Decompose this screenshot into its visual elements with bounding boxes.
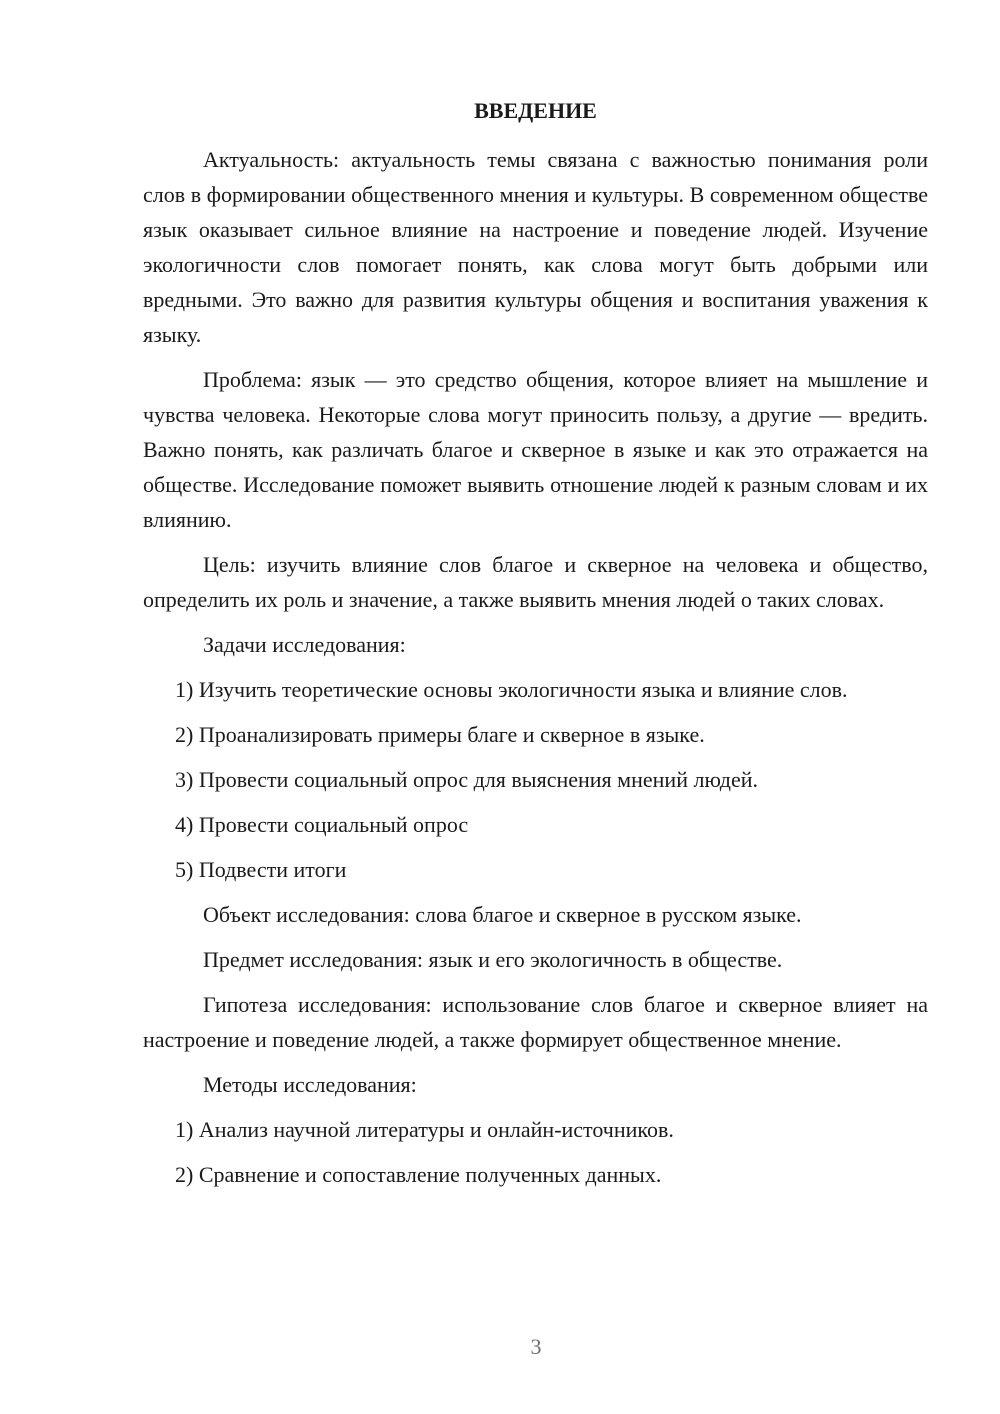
task-item-3: 3) Провести социальный опрос для выяснения мнений людей.: [175, 767, 758, 792]
tasks-title: Задачи исследования:: [203, 632, 406, 657]
task-item-1: 1) Изучить теоретические основы экологичности языка и влияние слов.: [175, 677, 848, 702]
page-title: ВВЕДЕНИЕ: [474, 98, 597, 123]
object-paragraph: Объект исследования: слова благое и скверное в русском языке.: [203, 902, 802, 927]
hypothesis-paragraph: Гипотеза исследования: использование слов благое и скверное влияет на настроение и поведение людей, а также формирует общественное мнение.: [143, 992, 928, 1052]
task-item-4: 4) Провести социальный опрос: [175, 812, 469, 837]
task-item-2: 2) Проанализировать примеры благе и скверное в языке.: [175, 722, 705, 747]
problem-paragraph: Проблема: язык — это средство общения, которое влияет на мышление и чувства человека. Некоторые слова могут приносить пользу, а другие — вредить. Важно понять, как различать благое и скверное в языке и как это отражается на обществе. Исследование поможет выявить отношение людей к разным словам и их влиянию.: [143, 367, 928, 532]
subject-paragraph: Предмет исследования: язык и его экологичность в обществе.: [203, 947, 783, 972]
relevance-paragraph: Актуальность: актуальность темы связана с важностью понимания роли слов в формировании общественного мнения и культуры. В современном обществе язык оказывает сильное влияние на настроение и поведение людей. Изучение экологичности слов помогает понять, как слова могут быть добрыми или вредными. Это важно для развития культуры общения и воспитания уважения к языку.: [143, 147, 928, 347]
page-number: 3: [530, 1334, 542, 1359]
task-item-5: 5) Подвести итоги: [175, 857, 347, 882]
method-item-2: 2) Сравнение и сопоставление полученных данных.: [175, 1162, 662, 1187]
methods-title: Методы исследования:: [203, 1072, 417, 1097]
document-page: [143, 96, 928, 1192]
goal-paragraph: Цель: изучить влияние слов благое и скверное на человека и общество, определить их роль и значение, а также выявить мнения людей о таких словах.: [143, 552, 928, 612]
method-item-1: 1) Анализ научной литературы и онлайн-источников.: [175, 1117, 674, 1142]
